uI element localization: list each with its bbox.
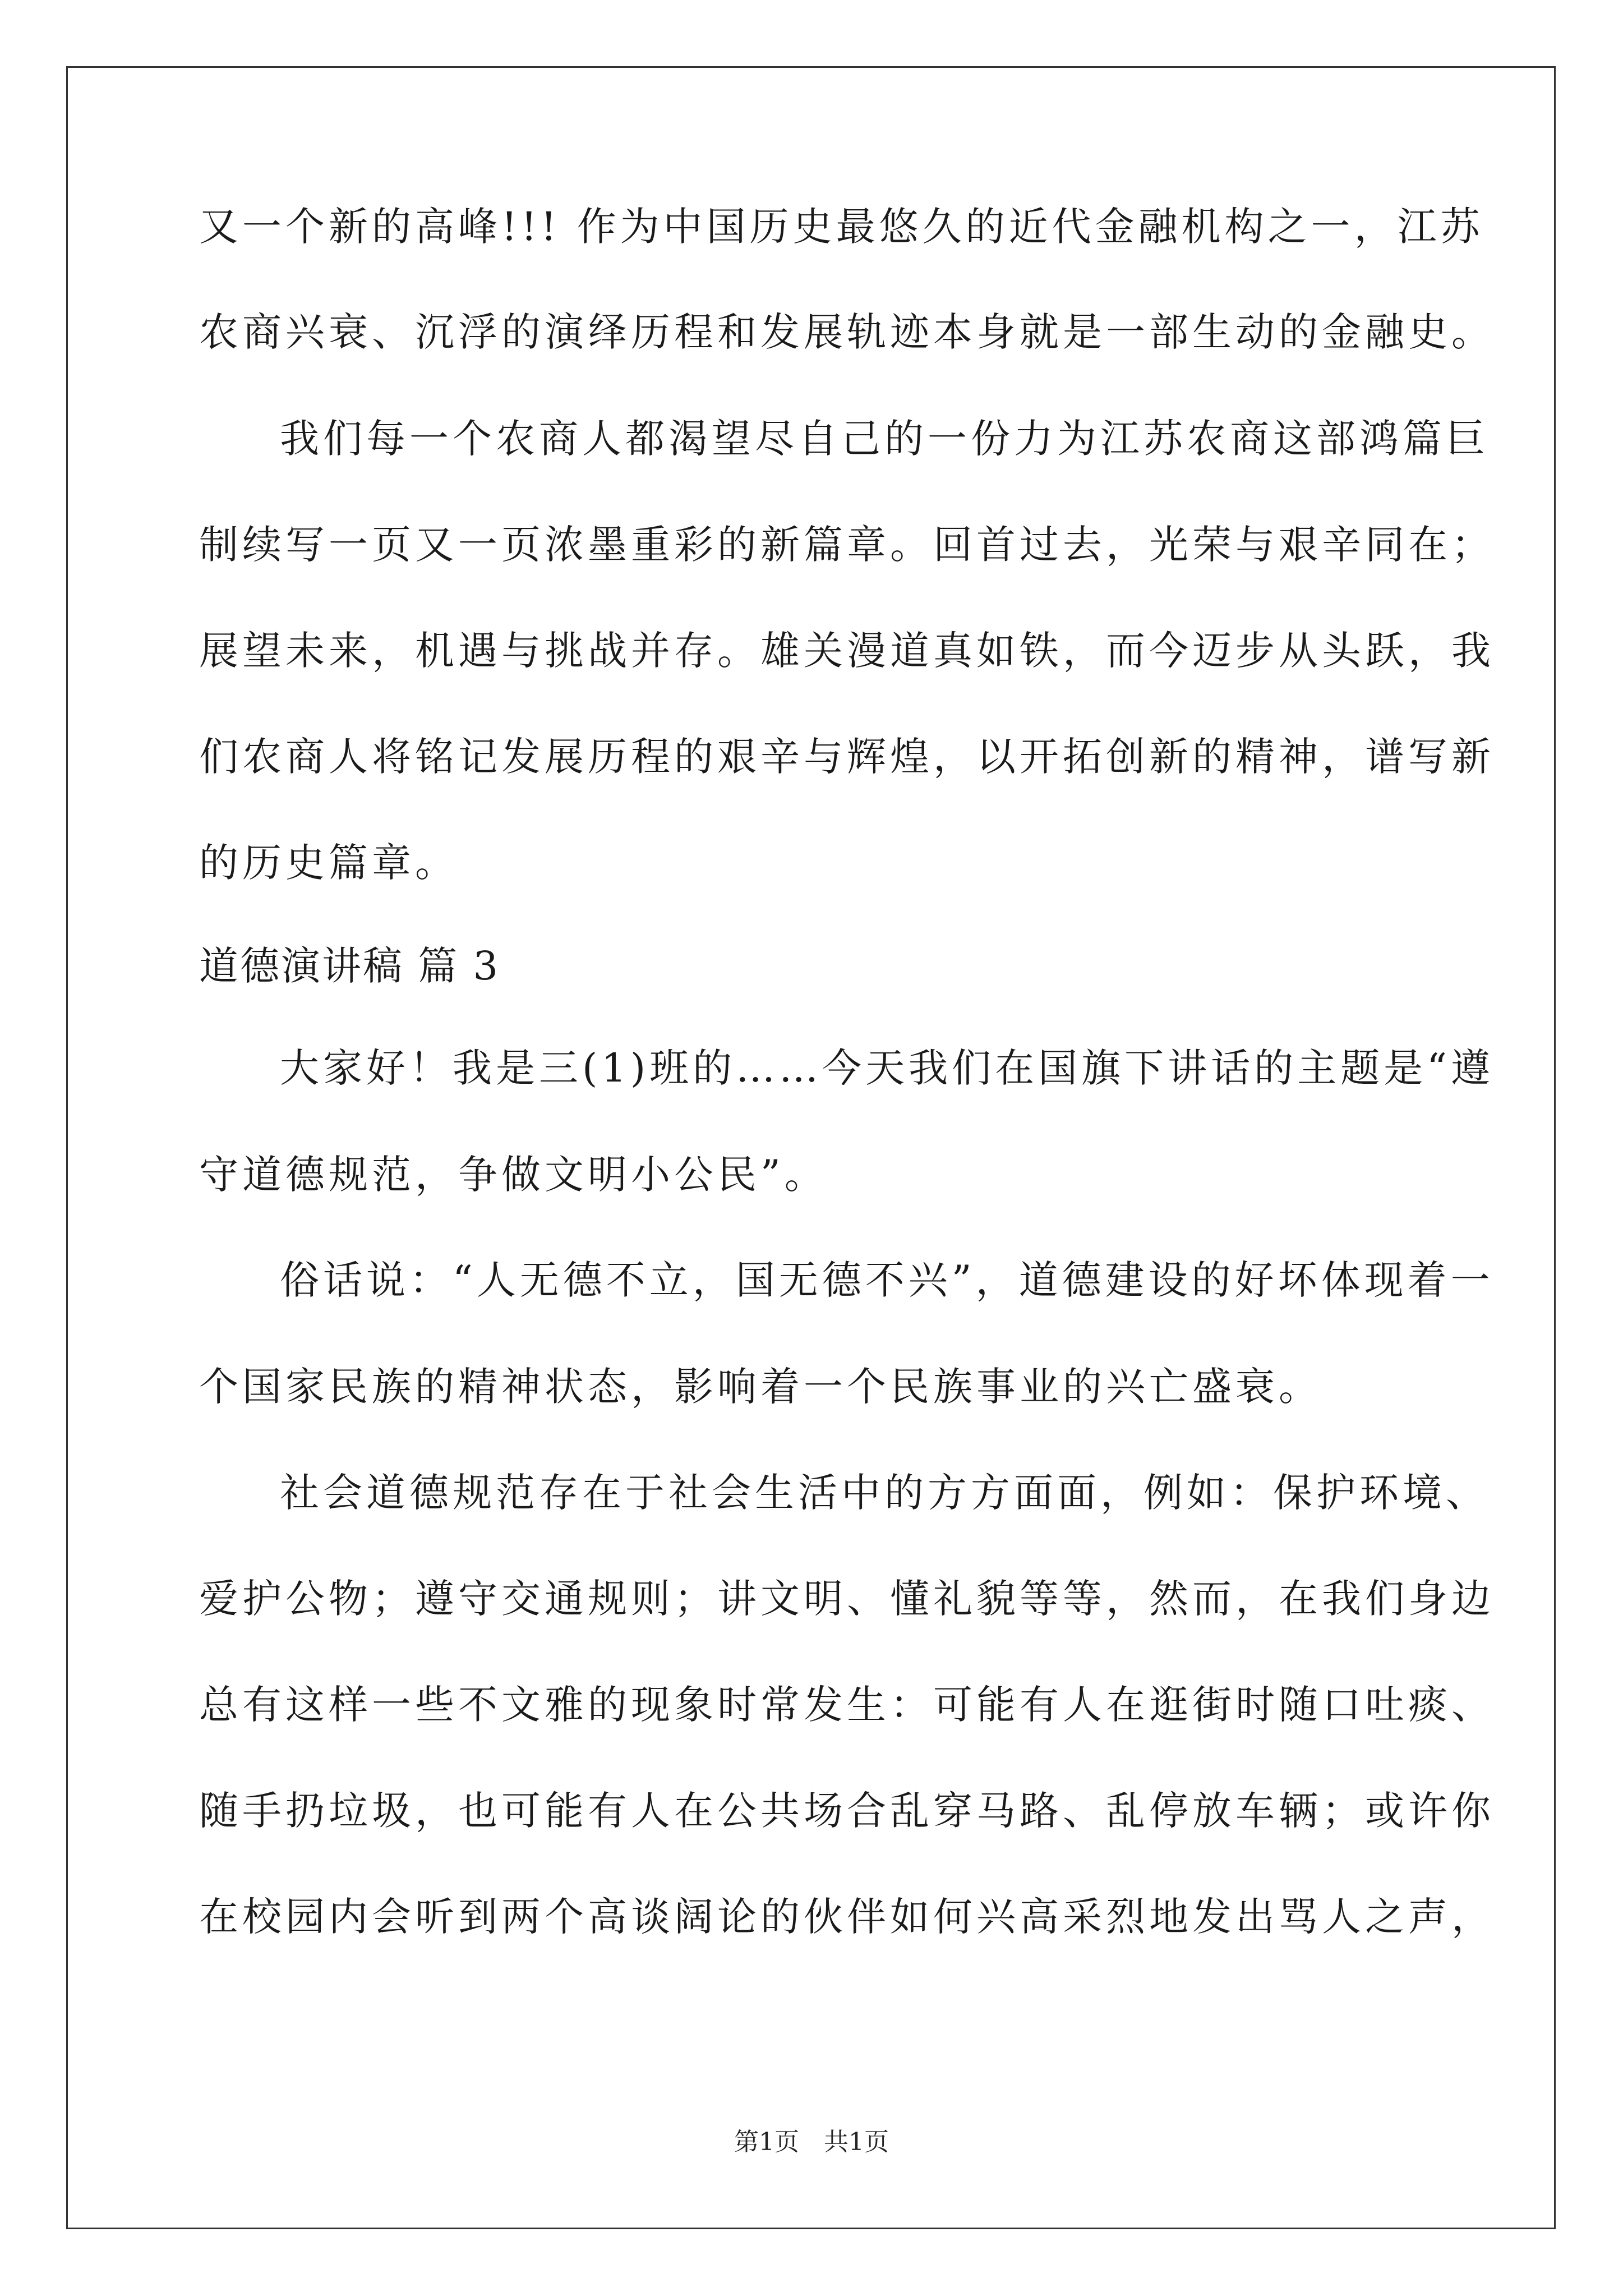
text-line: 的历史篇章。 xyxy=(199,840,458,886)
text-line: 俗话说：“人无德不立，国无德不兴”，道德建设的好坏体现着一 xyxy=(280,1257,1494,1303)
text-line: 展望未来，机遇与挑战并存。雄关漫道真如铁，而今迈步从头跃，我 xyxy=(199,628,1495,674)
text-line: 随手扔垃圾，也可能有人在公共场合乱穿马路、乱停放车辆；或许你 xyxy=(199,1788,1495,1834)
text-line: 个国家民族的精神状态，影响着一个民族事业的兴亡盛衰。 xyxy=(199,1364,1322,1410)
text-line: 我们每一个农商人都渴望尽自己的一份力为江苏农商这部鸿篇巨 xyxy=(280,416,1489,462)
text-line: 在校园内会听到两个高谈阔论的伙伴如何兴高采烈地发出骂人之声， xyxy=(199,1894,1495,1940)
text-line: 社会道德规范存在于社会生活中的方方面面，例如：保护环境、 xyxy=(280,1470,1489,1516)
text-line: 又一个新的高峰!!! 作为中国历史最悠久的近代金融机构之一，江苏 xyxy=(199,204,1484,250)
text-line: 农商兴衰、沉浮的演绎历程和发展轨迹本身就是一部生动的金融史。 xyxy=(199,309,1495,355)
page-number-footer: 第1页 共1页 xyxy=(734,2128,889,2156)
text-line: 爱护公物；遵守交通规则；讲文明、懂礼貌等等，然而，在我们身边 xyxy=(199,1576,1495,1622)
text-line: 大家好！我是三(1)班的……今天我们在国旗下讲话的主题是“遵 xyxy=(280,1045,1494,1091)
text-line: 制续写一页又一页浓墨重彩的新篇章。回首过去，光荣与艰辛同在； xyxy=(199,522,1495,568)
section-heading: 道德演讲稿 篇 3 xyxy=(199,943,500,989)
text-line: 守道德规范，争做文明小公民”。 xyxy=(199,1152,828,1198)
text-line: 总有这样一些不文雅的现象时常发生：可能有人在逛街时随口吐痰、 xyxy=(199,1682,1495,1728)
text-line: 们农商人将铭记发展历程的艰辛与辉煌，以开拓创新的精神，谱写新 xyxy=(199,734,1495,780)
